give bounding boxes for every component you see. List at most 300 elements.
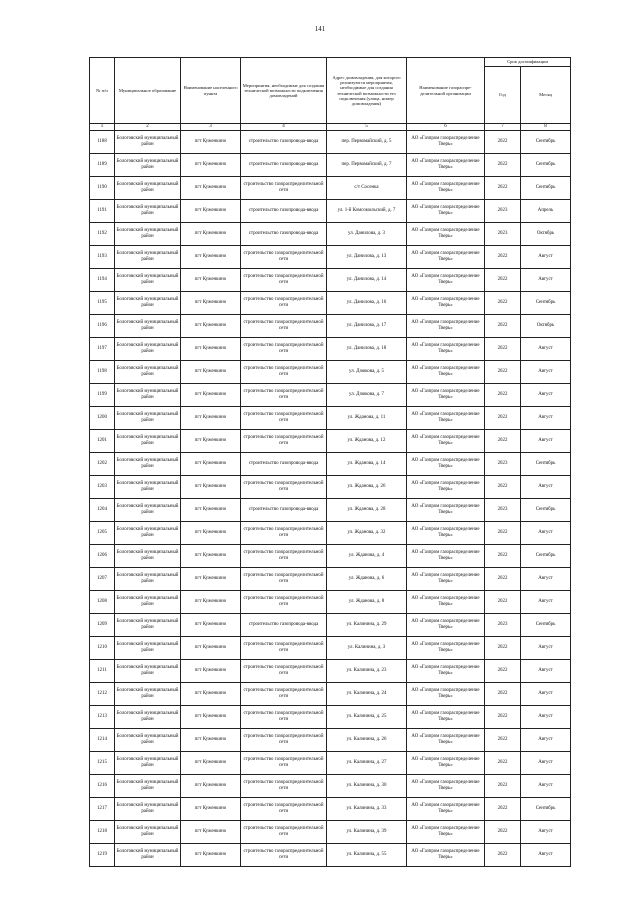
cell-organization: АО «Газпром газораспределение Тверь» (407, 337, 485, 360)
cell-year: 2022 (485, 130, 521, 153)
table-row (90, 222, 571, 245)
cell-year: 2023 (485, 199, 521, 222)
cell-settlement: пгт Куженкино (181, 130, 241, 153)
cell-address: ул. Жданова, д. 32 (327, 521, 407, 544)
cell-district: Бологовский муниципальный район (115, 682, 181, 705)
column-number: 7 (485, 124, 521, 131)
cell-row-number: 1193 (90, 245, 115, 268)
column-number: 3 (181, 124, 241, 131)
cell-address: ул. Калинина, д. 39 (327, 820, 407, 843)
table-row (90, 337, 571, 360)
cell-year: 2023 (485, 222, 521, 245)
cell-row-number: 1198 (90, 360, 115, 383)
cell-address: ул. Жданова, д. 14 (327, 452, 407, 475)
cell-activity: строительство газораспределительной сети (241, 774, 327, 797)
cell-year: 2022 (485, 682, 521, 705)
table-row (90, 360, 571, 383)
cell-row-number: 1200 (90, 406, 115, 429)
column-number: 2 (115, 124, 181, 131)
cell-settlement: пгт Куженкино (181, 728, 241, 751)
header-month: Месяц (521, 67, 571, 124)
cell-address: ул. Данилова, д. 17 (327, 314, 407, 337)
cell-month: Август (521, 567, 571, 590)
cell-district: Бологовский муниципальный район (115, 498, 181, 521)
cell-activity: строительство газопровода-ввода (241, 222, 327, 245)
cell-year: 2022 (485, 337, 521, 360)
cell-month: Август (521, 245, 571, 268)
header-year: Год (485, 67, 521, 124)
header-settlement: Наименование населенного пункта (181, 58, 241, 124)
cell-activity: строительство газораспределительной сети (241, 751, 327, 774)
cell-address: ул. Данилова, д. 18 (327, 337, 407, 360)
cell-activity: строительство газораспределительной сети (241, 843, 327, 866)
cell-year: 2022 (485, 843, 521, 866)
cell-row-number: 1218 (90, 820, 115, 843)
table-row (90, 682, 571, 705)
cell-address: ул. Жданова, д. 26 (327, 475, 407, 498)
cell-organization: АО «Газпром газораспределение Тверь» (407, 498, 485, 521)
header-activity: Мероприятия, необходимые для создания технической возможности подключения домовладений (241, 58, 327, 124)
cell-row-number: 1190 (90, 176, 115, 199)
cell-district: Бологовский муниципальный район (115, 728, 181, 751)
cell-activity: строительство газораспределительной сети (241, 245, 327, 268)
cell-district: Бологовский муниципальный район (115, 383, 181, 406)
cell-row-number: 1217 (90, 797, 115, 820)
table-row (90, 820, 571, 843)
table-row (90, 245, 571, 268)
cell-month: Август (521, 337, 571, 360)
cell-month: Август (521, 705, 571, 728)
cell-month: Август (521, 475, 571, 498)
cell-year: 2022 (485, 291, 521, 314)
cell-address: ул. Жданова, д. 12 (327, 429, 407, 452)
table-row (90, 797, 571, 820)
cell-address: ул. Калинина, д. 33 (327, 797, 407, 820)
table-row (90, 383, 571, 406)
table-row (90, 291, 571, 314)
cell-district: Бологовский муниципальный район (115, 199, 181, 222)
cell-month: Август (521, 360, 571, 383)
cell-month: Сентябрь (521, 613, 571, 636)
cell-month: Август (521, 843, 571, 866)
cell-organization: АО «Газпром газораспределение Тверь» (407, 590, 485, 613)
cell-month: Сентябрь (521, 130, 571, 153)
column-number: 1 (90, 124, 115, 131)
header-term-group: Срок догазификации (485, 58, 571, 67)
cell-activity: строительство газораспределительной сети (241, 728, 327, 751)
cell-organization: АО «Газпром газораспределение Тверь» (407, 613, 485, 636)
table-row (90, 636, 571, 659)
cell-district: Бологовский муниципальный район (115, 521, 181, 544)
table-row (90, 751, 571, 774)
cell-year: 2022 (485, 406, 521, 429)
cell-settlement: пгт Куженкино (181, 314, 241, 337)
cell-district: Бологовский муниципальный район (115, 843, 181, 866)
cell-year: 2023 (485, 613, 521, 636)
cell-row-number: 1213 (90, 705, 115, 728)
cell-settlement: пгт Куженкино (181, 199, 241, 222)
cell-organization: АО «Газпром газораспределение Тверь» (407, 636, 485, 659)
cell-district: Бологовский муниципальный район (115, 705, 181, 728)
cell-organization: АО «Газпром газораспределение Тверь» (407, 199, 485, 222)
table-row (90, 567, 571, 590)
cell-activity: строительство газораспределительной сети (241, 682, 327, 705)
cell-settlement: пгт Куженкино (181, 337, 241, 360)
cell-activity: строительство газораспределительной сети (241, 705, 327, 728)
table-row (90, 521, 571, 544)
cell-month: Август (521, 429, 571, 452)
cell-activity: строительство газораспределительной сети (241, 314, 327, 337)
header-district: Муниципальное образование (115, 58, 181, 124)
header-address: Адрес домовладения, для которого реализуются мероприятия, необходимые для создания технической возможности его подключения (улица, номер домовладения) (327, 58, 407, 124)
cell-row-number: 1215 (90, 751, 115, 774)
cell-organization: АО «Газпром газораспределение Тверь» (407, 659, 485, 682)
cell-district: Бологовский муниципальный район (115, 406, 181, 429)
cell-year: 2022 (485, 544, 521, 567)
cell-year: 2022 (485, 314, 521, 337)
cell-settlement: пгт Куженкино (181, 820, 241, 843)
cell-organization: АО «Газпром газораспределение Тверь» (407, 567, 485, 590)
cell-organization: АО «Газпром газораспределение Тверь» (407, 521, 485, 544)
cell-address: ул. Калинина, д. 26 (327, 728, 407, 751)
cell-organization: АО «Газпром газораспределение Тверь» (407, 705, 485, 728)
cell-district: Бологовский муниципальный район (115, 475, 181, 498)
cell-organization: АО «Газпром газораспределение Тверь» (407, 130, 485, 153)
table-row (90, 843, 571, 866)
cell-month: Август (521, 383, 571, 406)
cell-district: Бологовский муниципальный район (115, 337, 181, 360)
column-number: 8 (521, 124, 571, 131)
cell-address: ул. Калинина, д. 25 (327, 705, 407, 728)
table-row (90, 452, 571, 475)
cell-row-number: 1210 (90, 636, 115, 659)
table-row (90, 774, 571, 797)
cell-activity: строительство газораспределительной сети (241, 797, 327, 820)
cell-month: Август (521, 636, 571, 659)
cell-activity: строительство газопровода-ввода (241, 452, 327, 475)
cell-settlement: пгт Куженкино (181, 843, 241, 866)
table-row (90, 429, 571, 452)
cell-year: 2022 (485, 360, 521, 383)
cell-row-number: 1203 (90, 475, 115, 498)
cell-settlement: пгт Куженкино (181, 544, 241, 567)
cell-organization: АО «Газпром газораспределение Тверь» (407, 452, 485, 475)
cell-settlement: пгт Куженкино (181, 521, 241, 544)
column-number: 4 (241, 124, 327, 131)
cell-settlement: пгт Куженкино (181, 475, 241, 498)
cell-settlement: пгт Куженкино (181, 245, 241, 268)
cell-row-number: 1201 (90, 429, 115, 452)
cell-organization: АО «Газпром газораспределение Тверь» (407, 682, 485, 705)
cell-settlement: пгт Куженкино (181, 383, 241, 406)
cell-settlement: пгт Куженкино (181, 705, 241, 728)
cell-district: Бологовский муниципальный район (115, 452, 181, 475)
cell-row-number: 1206 (90, 544, 115, 567)
cell-year: 2022 (485, 751, 521, 774)
cell-month: Август (521, 751, 571, 774)
cell-district: Бологовский муниципальный район (115, 567, 181, 590)
cell-activity: строительство газораспределительной сети (241, 291, 327, 314)
cell-activity: строительство газораспределительной сети (241, 176, 327, 199)
cell-settlement: пгт Куженкино (181, 268, 241, 291)
cell-settlement: пгт Куженкино (181, 406, 241, 429)
cell-settlement: пгт Куженкино (181, 613, 241, 636)
cell-settlement: пгт Куженкино (181, 222, 241, 245)
cell-organization: АО «Газпром газораспределение Тверь» (407, 820, 485, 843)
cell-row-number: 1196 (90, 314, 115, 337)
cell-row-number: 1212 (90, 682, 115, 705)
cell-month: Август (521, 590, 571, 613)
cell-year: 2022 (485, 774, 521, 797)
table-row (90, 659, 571, 682)
cell-district: Бологовский муниципальный район (115, 636, 181, 659)
cell-row-number: 1211 (90, 659, 115, 682)
cell-district: Бологовский муниципальный район (115, 544, 181, 567)
cell-address: ул. Калинина, д. 55 (327, 843, 407, 866)
table-body (90, 130, 571, 866)
cell-organization: АО «Газпром газораспределение Тверь» (407, 544, 485, 567)
cell-address: с/т Сосенка (327, 176, 407, 199)
cell-month: Сентябрь (521, 153, 571, 176)
cell-row-number: 1188 (90, 130, 115, 153)
cell-organization: АО «Газпром газораспределение Тверь» (407, 475, 485, 498)
cell-activity: строительство газопровода-ввода (241, 498, 327, 521)
cell-address: ул. Жданова, д. 6 (327, 567, 407, 590)
cell-district: Бологовский муниципальный район (115, 590, 181, 613)
cell-month: Сентябрь (521, 498, 571, 521)
cell-year: 2022 (485, 820, 521, 843)
cell-address: ул. Данилова, д. 3 (327, 222, 407, 245)
cell-row-number: 1205 (90, 521, 115, 544)
cell-row-number: 1208 (90, 590, 115, 613)
cell-district: Бологовский муниципальный район (115, 314, 181, 337)
cell-address: пер. Первомайский, д. 5 (327, 130, 407, 153)
cell-month: Сентябрь (521, 176, 571, 199)
cell-settlement: пгт Куженкино (181, 774, 241, 797)
cell-month: Август (521, 406, 571, 429)
cell-address: ул. Калинина, д. 30 (327, 774, 407, 797)
table-row (90, 728, 571, 751)
cell-district: Бологовский муниципальный район (115, 659, 181, 682)
cell-activity: строительство газопровода-ввода (241, 199, 327, 222)
cell-row-number: 1214 (90, 728, 115, 751)
cell-organization: АО «Газпром газораспределение Тверь» (407, 406, 485, 429)
cell-settlement: пгт Куженкино (181, 176, 241, 199)
table-row (90, 130, 571, 153)
cell-organization: АО «Газпром газораспределение Тверь» (407, 774, 485, 797)
cell-month: Август (521, 659, 571, 682)
cell-row-number: 1216 (90, 774, 115, 797)
cell-year: 2023 (485, 452, 521, 475)
cell-month: Август (521, 268, 571, 291)
cell-month: Август (521, 820, 571, 843)
page-number: 141 (314, 25, 326, 33)
table-row (90, 498, 571, 521)
column-number: 5 (327, 124, 407, 131)
cell-month: Август (521, 521, 571, 544)
cell-activity: строительство газораспределительной сети (241, 590, 327, 613)
table-row (90, 705, 571, 728)
cell-row-number: 1192 (90, 222, 115, 245)
cell-district: Бологовский муниципальный район (115, 613, 181, 636)
cell-address: ул. Данилова, д. 13 (327, 245, 407, 268)
cell-address: пер. Первомайский, д. 7 (327, 153, 407, 176)
cell-row-number: 1202 (90, 452, 115, 475)
cell-activity: строительство газораспределительной сети (241, 429, 327, 452)
cell-row-number: 1195 (90, 291, 115, 314)
cell-district: Бологовский муниципальный район (115, 245, 181, 268)
cell-month: Сентябрь (521, 291, 571, 314)
cell-address: ул. Жданова, д. 8 (327, 590, 407, 613)
cell-activity: строительство газораспределительной сети (241, 521, 327, 544)
cell-address: ул. Данилова, д. 14 (327, 268, 407, 291)
cell-activity: строительство газораспределительной сети (241, 475, 327, 498)
cell-year: 2022 (485, 659, 521, 682)
cell-organization: АО «Газпром газораспределение Тверь» (407, 383, 485, 406)
cell-organization: АО «Газпром газораспределение Тверь» (407, 153, 485, 176)
cell-month: Сентябрь (521, 544, 571, 567)
cell-month: Сентябрь (521, 452, 571, 475)
cell-activity: строительство газораспределительной сети (241, 820, 327, 843)
cell-activity: строительство газопровода-ввода (241, 153, 327, 176)
cell-organization: АО «Газпром газораспределение Тверь» (407, 429, 485, 452)
table-row (90, 613, 571, 636)
cell-address: ул. Жданова, д. 11 (327, 406, 407, 429)
cell-organization: АО «Газпром газораспределение Тверь» (407, 728, 485, 751)
cell-address: ул. Калинина, д. 23 (327, 659, 407, 682)
cell-address: ул. 1-й Комсомольский, д. 7 (327, 199, 407, 222)
cell-address: ул. Жданова, д. 4 (327, 544, 407, 567)
cell-organization: АО «Газпром газораспределение Тверь» (407, 176, 485, 199)
cell-organization: АО «Газпром газораспределение Тверь» (407, 245, 485, 268)
cell-year: 2022 (485, 567, 521, 590)
cell-activity: строительство газораспределительной сети (241, 337, 327, 360)
cell-year: 2022 (485, 636, 521, 659)
cell-district: Бологовский муниципальный район (115, 268, 181, 291)
cell-organization: АО «Газпром газораспределение Тверь» (407, 222, 485, 245)
cell-year: 2023 (485, 498, 521, 521)
cell-district: Бологовский муниципальный район (115, 222, 181, 245)
cell-activity: строительство газораспределительной сети (241, 268, 327, 291)
cell-year: 2022 (485, 383, 521, 406)
cell-settlement: пгт Куженкино (181, 452, 241, 475)
cell-organization: АО «Газпром газораспределение Тверь» (407, 314, 485, 337)
header-org: Наименование газораспре-делительной организации (407, 58, 485, 124)
cell-address: ул. Жданова, д. 28 (327, 498, 407, 521)
cell-address: ул. Калинина, д. 27 (327, 751, 407, 774)
cell-month: Сентябрь (521, 797, 571, 820)
cell-row-number: 1209 (90, 613, 115, 636)
cell-district: Бологовский муниципальный район (115, 429, 181, 452)
cell-activity: строительство газораспределительной сети (241, 406, 327, 429)
cell-settlement: пгт Куженкино (181, 498, 241, 521)
cell-district: Бологовский муниципальный район (115, 153, 181, 176)
column-number: 6 (407, 124, 485, 131)
cell-organization: АО «Газпром газораспределение Тверь» (407, 751, 485, 774)
cell-district: Бологовский муниципальный район (115, 820, 181, 843)
cell-settlement: пгт Куженкино (181, 590, 241, 613)
cell-row-number: 1219 (90, 843, 115, 866)
table-row (90, 590, 571, 613)
cell-year: 2022 (485, 728, 521, 751)
table-row (90, 176, 571, 199)
cell-district: Бологовский муниципальный район (115, 360, 181, 383)
cell-settlement: пгт Куженкино (181, 360, 241, 383)
cell-district: Бологовский муниципальный район (115, 176, 181, 199)
cell-year: 2022 (485, 245, 521, 268)
table-row (90, 544, 571, 567)
cell-activity: строительство газораспределительной сети (241, 636, 327, 659)
cell-month: Август (521, 774, 571, 797)
cell-organization: АО «Газпром газораспределение Тверь» (407, 268, 485, 291)
table-row (90, 153, 571, 176)
cell-month: Октябрь (521, 222, 571, 245)
cell-district: Бологовский муниципальный район (115, 130, 181, 153)
gasification-table (89, 57, 571, 867)
cell-settlement: пгт Куженкино (181, 153, 241, 176)
cell-settlement: пгт Куженкино (181, 429, 241, 452)
cell-address: ул. Калинина, д. 3 (327, 636, 407, 659)
cell-activity: строительство газораспределительной сети (241, 567, 327, 590)
cell-year: 2022 (485, 176, 521, 199)
cell-month: Октябрь (521, 314, 571, 337)
cell-address: ул. Данилова, д. 16 (327, 291, 407, 314)
cell-district: Бологовский муниципальный район (115, 751, 181, 774)
cell-district: Бологовский муниципальный район (115, 291, 181, 314)
cell-district: Бологовский муниципальный район (115, 774, 181, 797)
cell-row-number: 1189 (90, 153, 115, 176)
cell-settlement: пгт Куженкино (181, 751, 241, 774)
cell-row-number: 1194 (90, 268, 115, 291)
cell-organization: АО «Газпром газораспределение Тверь» (407, 797, 485, 820)
cell-settlement: пгт Куженкино (181, 659, 241, 682)
table-row (90, 268, 571, 291)
cell-settlement: пгт Куженкино (181, 567, 241, 590)
table-row (90, 475, 571, 498)
cell-month: Апрель (521, 199, 571, 222)
cell-address: ул. Калинина, д. 24 (327, 682, 407, 705)
cell-address: ул. Дзюкова, д. 7 (327, 383, 407, 406)
table-row (90, 199, 571, 222)
cell-year: 2022 (485, 475, 521, 498)
cell-activity: строительство газопровода-ввода (241, 130, 327, 153)
cell-year: 2022 (485, 590, 521, 613)
cell-address: ул. Дзюкова, д. 5 (327, 360, 407, 383)
cell-activity: строительство газораспределительной сети (241, 659, 327, 682)
cell-activity: строительство газораспределительной сети (241, 383, 327, 406)
cell-month: Август (521, 728, 571, 751)
cell-activity: строительство газораспределительной сети (241, 360, 327, 383)
cell-row-number: 1191 (90, 199, 115, 222)
cell-row-number: 1204 (90, 498, 115, 521)
cell-organization: АО «Газпром газораспределение Тверь» (407, 291, 485, 314)
cell-district: Бологовский муниципальный район (115, 797, 181, 820)
cell-row-number: 1199 (90, 383, 115, 406)
cell-year: 2022 (485, 153, 521, 176)
cell-month: Август (521, 682, 571, 705)
cell-settlement: пгт Куженкино (181, 682, 241, 705)
cell-year: 2022 (485, 705, 521, 728)
cell-organization: АО «Газпром газораспределение Тверь» (407, 843, 485, 866)
cell-year: 2022 (485, 521, 521, 544)
cell-year: 2022 (485, 797, 521, 820)
header-num: № п/п (90, 58, 115, 124)
cell-settlement: пгт Куженкино (181, 291, 241, 314)
cell-organization: АО «Газпром газораспределение Тверь» (407, 360, 485, 383)
cell-year: 2022 (485, 268, 521, 291)
cell-activity: строительство газопровода-ввода (241, 613, 327, 636)
cell-row-number: 1197 (90, 337, 115, 360)
